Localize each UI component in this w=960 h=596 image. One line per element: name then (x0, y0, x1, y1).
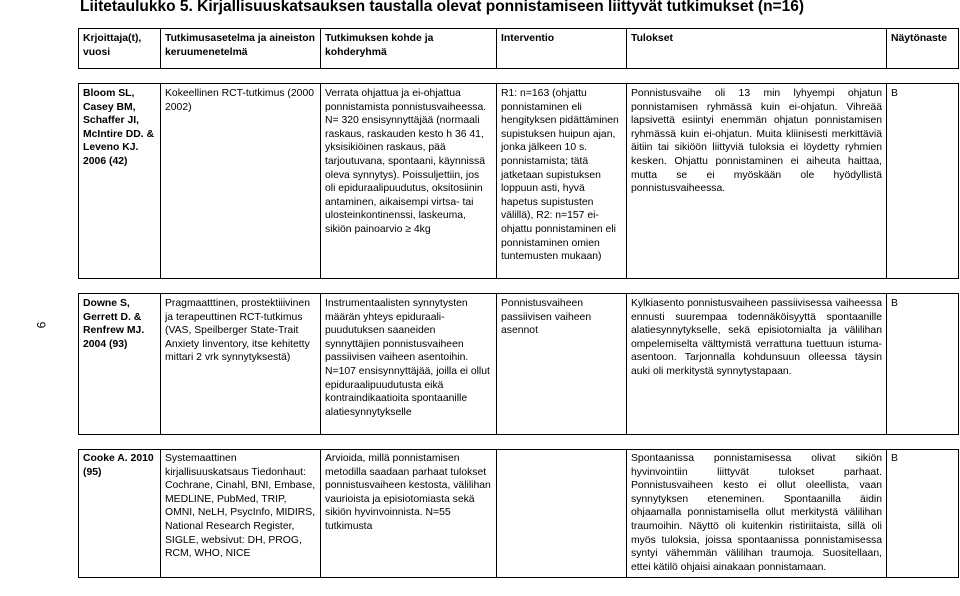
cell-results: Kylkiasento ponnistusvaiheen passiivisessa vaiheessa ennusti suurempaa todennäköisyyttä spontaanille alatiesynnytykselle, sekä episiotomialta ja välilihan ompelemiselta välttymistä verrattuna tuettuun istuma-asentoon. Tarjonnalla kohdunsuun olleessa täysin auki oli merkitystä synnytystapaan. (627, 294, 887, 435)
row-spacer-cell (79, 69, 959, 84)
header-intervention: Interventio (497, 29, 627, 69)
cell-design: Systemaattinen kirjallisuuskatsaus Tiedonhaut: Cochrane, Cinahl, BNI, Embase, MEDLINE, PubMed, TRIP, OMNI, NeLH, PsycInfo, MIDIRS, National Research Register, SIGLE, websivut: DH, PROG, RCM, WHO, NICE (161, 450, 321, 578)
row-spacer-cell (79, 435, 959, 450)
table-row (79, 294, 959, 435)
cell-author: Cooke A. 2010 (95) (79, 450, 161, 578)
cell-results: Spontaanissa ponnistamisessa olivat sikiön hyvinvointiin liittyvät tulokset parhaat. Ponnistusvaiheen kesto ei ollut oleellista, vaan synnytyksen eteneminen. Spontaanilla äidin ohjaamalla ponnistamisella ollut merkitystä välilihan traumoihin. Näyttö oli kuitenkin ristiriitaista, sillä oli myös tuloksia, joissa spontaanissa ponnistamisessa syntyi vähemmän välilihan traumoja. Suositellaan, ettei kätilö ohjaisi ainakaan ponnistamaan. (627, 450, 887, 578)
table-row (79, 84, 959, 279)
header-results: Tulokset (627, 29, 887, 69)
page-title: Liitetaulukko 5. Kirjallisuuskatsauksen taustalla olevat ponnistamiseen liittyvät tutkimukset (n=16) (80, 0, 804, 15)
header-author: Krjoittaja(t), vuosi (79, 29, 161, 69)
cell-intervention (497, 450, 627, 578)
cell-design: Pragmaatttinen, prostektiiivinen ja terapeuttinen RCT-tutkimus (VAS, Speilberger State-Trait Anxiety Iinventory, itse kehitetty mittari 2 vrk synnytyksestä) (161, 294, 321, 435)
cell-results: Ponnistusvaihe oli 13 min lyhyempi ohjatun ponnistamisen ryhmässä kuin ei-ohjatun. Vihreää lapsivettä esiintyi enemmän ohjatun ponnistamisen ryhmässä kuin ei-ohjatun. Muita kliinisesti merkittäviä äitiin tai sikiöön liittyviä tuloksia ei löydetty ryhmien kesken. Ohjattu ponnistaminen ei aiheuta haittaa, mutta se ei myöskään ole hyödyllistä ponnistusvaiheessa. (627, 84, 887, 279)
page-number: 6 (34, 321, 49, 329)
cell-design: Kokeellinen RCT-tutkimus (2000 2002) (161, 84, 321, 279)
row-spacer (79, 435, 959, 450)
cell-author: Bloom SL, Casey BM, Schaffer JI, McIntire DD. & Leveno KJ. 2006 (42) (79, 84, 161, 279)
row-spacer-cell (79, 279, 959, 294)
studies-table (78, 28, 959, 578)
row-spacer (79, 69, 959, 84)
cell-intervention: R1: n=163 (ohjattu ponnistaminen eli hengityksen pidättäminen supistuksen huipun ajan, jonka jälkeen 10 s. ponnistamista; tätä jatketaan supistuksen loppuun asti, hyvä hapetus supistusten välillä), R2: n=157 ei-ohjattu ponnistaminen eli ponnistaminen omien tuntemusten mukaan) (497, 84, 627, 279)
table-row (79, 450, 959, 578)
row-spacer (79, 279, 959, 294)
cell-grade: B (887, 294, 959, 435)
cell-grade: B (887, 450, 959, 578)
header-design: Tutkimusasetelma ja aineiston keruumenetelmä (161, 29, 321, 69)
header-grade: Näytönaste (887, 29, 959, 69)
cell-grade: B (887, 84, 959, 279)
cell-target: Instrumentaalisten synnytysten määrän yhteys epiduraali-puudutuksen saaneiden synnyttäjien ponnistusvaiheen passiivisen vaiheen asentoihin. N=107 ensisynnyttäjää, joilla ei ollut epiduraalipuudutusta eikä kontraindikaatioita spontaanille alatiesynnytykselle (321, 294, 497, 435)
table-header-row (79, 29, 959, 69)
header-target: Tutkimuksen kohde ja kohderyhmä (321, 29, 497, 69)
cell-target: Verrata ohjattua ja ei-ohjattua ponnistamista ponnistusvaiheessa. N= 320 ensisynnyttäjää (normaali raskaus, raskauden kesto h 36 41, yksisikiöinen raskaus, pää tarjoutuvana, spontaani, käynnissä oleva synnytys). Poissuljettiin, jos oli epiduraalipuudutus, oksitosiinin antaminen, aikaisempi virtsa- tai ulosteinkontinenssi, laskeuma, sikiön painoarvio ≥ 4kg (321, 84, 497, 279)
cell-target: Arvioida, millä ponnistamisen metodilla saadaan parhaat tulokset ponnistusvaiheen kestosta, välilihan vaurioista ja episiotomiasta sekä sikiön hyvinvoinnista. N=55 tutkimusta (321, 450, 497, 578)
cell-intervention: Ponnistusvaiheen passiivisen vaiheen asennot (497, 294, 627, 435)
cell-author: Downe S, Gerrett D. & Renfrew MJ. 2004 (93) (79, 294, 161, 435)
